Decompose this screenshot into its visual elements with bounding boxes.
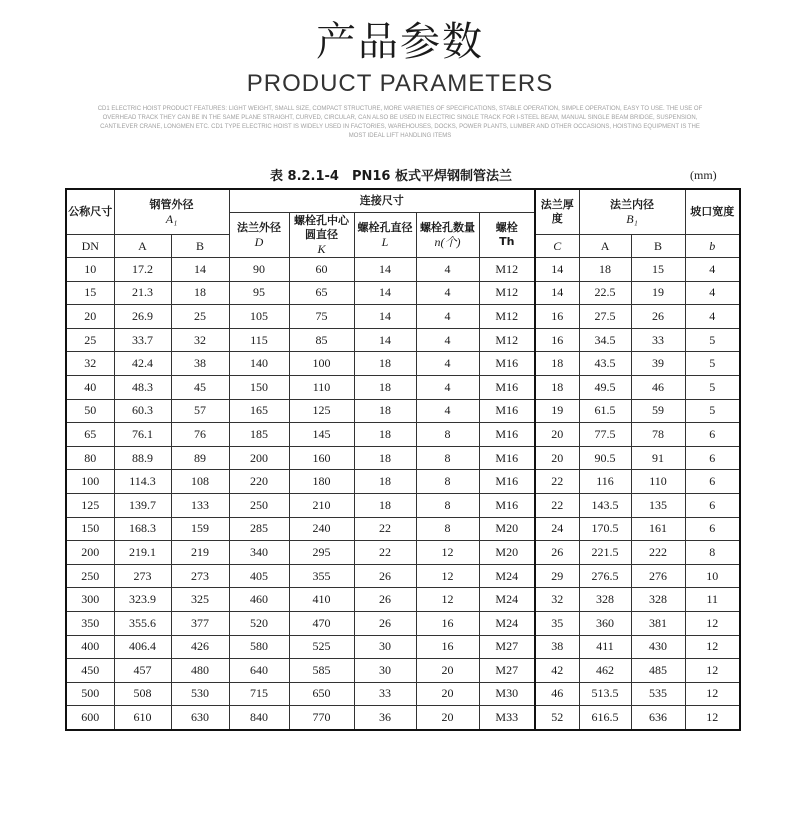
cell-thickness: 16 bbox=[535, 305, 579, 329]
cell-id-a: 360 bbox=[579, 611, 631, 635]
cell-id-b: 381 bbox=[631, 611, 685, 635]
cell-dn: 300 bbox=[66, 588, 114, 612]
cell-thickness: 16 bbox=[535, 328, 579, 352]
cell-id-b: 46 bbox=[631, 375, 685, 399]
header-bolt: 螺栓 Th bbox=[479, 213, 535, 258]
cell-bolt-count: 4 bbox=[416, 399, 479, 423]
cell-pipe-b: 89 bbox=[171, 446, 229, 470]
cell-bolt: M16 bbox=[479, 375, 535, 399]
cell-bevel: 5 bbox=[685, 399, 740, 423]
table-row bbox=[66, 258, 740, 282]
cell-flange-od: 90 bbox=[229, 258, 289, 282]
cell-bolt-circle: 295 bbox=[289, 541, 354, 565]
cell-pipe-a: 21.3 bbox=[114, 281, 171, 305]
table-row bbox=[66, 328, 740, 352]
cell-bolt-circle: 355 bbox=[289, 564, 354, 588]
cell-id-b: 535 bbox=[631, 682, 685, 706]
cell-thickness: 24 bbox=[535, 517, 579, 541]
cell-bolt-circle: 525 bbox=[289, 635, 354, 659]
cell-flange-od: 715 bbox=[229, 682, 289, 706]
cell-bolt-hole: 14 bbox=[354, 305, 416, 329]
cell-pipe-a: 457 bbox=[114, 659, 171, 683]
cell-pipe-b: 630 bbox=[171, 706, 229, 730]
cell-pipe-b: 133 bbox=[171, 493, 229, 517]
cell-id-b: 39 bbox=[631, 352, 685, 376]
cell-bolt-circle: 125 bbox=[289, 399, 354, 423]
cell-dn: 40 bbox=[66, 375, 114, 399]
header-id-a: A bbox=[579, 235, 631, 258]
cell-bolt-count: 12 bbox=[416, 564, 479, 588]
cell-dn: 350 bbox=[66, 611, 114, 635]
cell-bolt-hole: 14 bbox=[354, 258, 416, 282]
cell-id-b: 15 bbox=[631, 258, 685, 282]
cell-flange-od: 220 bbox=[229, 470, 289, 494]
cell-id-a: 328 bbox=[579, 588, 631, 612]
cell-bevel: 12 bbox=[685, 682, 740, 706]
cell-bolt: M16 bbox=[479, 470, 535, 494]
cell-bolt-hole: 14 bbox=[354, 281, 416, 305]
cell-flange-od: 285 bbox=[229, 517, 289, 541]
cell-id-a: 61.5 bbox=[579, 399, 631, 423]
cell-thickness: 32 bbox=[535, 588, 579, 612]
cell-flange-od: 185 bbox=[229, 423, 289, 447]
cell-bolt-count: 4 bbox=[416, 352, 479, 376]
cell-dn: 100 bbox=[66, 470, 114, 494]
cell-pipe-b: 377 bbox=[171, 611, 229, 635]
cell-id-a: 27.5 bbox=[579, 305, 631, 329]
cell-pipe-a: 60.3 bbox=[114, 399, 171, 423]
cell-bolt-circle: 85 bbox=[289, 328, 354, 352]
cell-bolt-count: 4 bbox=[416, 258, 479, 282]
cell-bolt-circle: 110 bbox=[289, 375, 354, 399]
cell-bolt: M24 bbox=[479, 564, 535, 588]
cell-bolt-count: 8 bbox=[416, 423, 479, 447]
cell-id-a: 221.5 bbox=[579, 541, 631, 565]
cell-thickness: 18 bbox=[535, 352, 579, 376]
table-row bbox=[66, 659, 740, 683]
cell-pipe-b: 14 bbox=[171, 258, 229, 282]
cell-bolt-circle: 65 bbox=[289, 281, 354, 305]
table-row bbox=[66, 564, 740, 588]
table-row bbox=[66, 375, 740, 399]
cell-bolt-hole: 18 bbox=[354, 399, 416, 423]
cell-id-b: 135 bbox=[631, 493, 685, 517]
cell-bolt-circle: 75 bbox=[289, 305, 354, 329]
cell-pipe-a: 76.1 bbox=[114, 423, 171, 447]
cell-thickness: 29 bbox=[535, 564, 579, 588]
cell-bolt: M20 bbox=[479, 541, 535, 565]
cell-bolt: M16 bbox=[479, 352, 535, 376]
cell-pipe-a: 273 bbox=[114, 564, 171, 588]
cell-bolt: M30 bbox=[479, 682, 535, 706]
cell-dn: 15 bbox=[66, 281, 114, 305]
page-title: 产品参数 bbox=[316, 19, 484, 65]
table-row bbox=[66, 541, 740, 565]
cell-flange-od: 520 bbox=[229, 611, 289, 635]
cell-id-b: 276 bbox=[631, 564, 685, 588]
cell-bolt-hole: 18 bbox=[354, 375, 416, 399]
header-flange-id: 法兰内径 B₁ bbox=[579, 189, 685, 235]
cell-bolt: M16 bbox=[479, 493, 535, 517]
cell-pipe-b: 480 bbox=[171, 659, 229, 683]
cell-bolt-count: 4 bbox=[416, 281, 479, 305]
cell-bevel: 11 bbox=[685, 588, 740, 612]
cell-bolt-count: 8 bbox=[416, 493, 479, 517]
cell-bolt: M12 bbox=[479, 258, 535, 282]
cell-dn: 125 bbox=[66, 493, 114, 517]
cell-id-a: 411 bbox=[579, 635, 631, 659]
cell-bolt-circle: 470 bbox=[289, 611, 354, 635]
table-row bbox=[66, 281, 740, 305]
cell-bevel: 6 bbox=[685, 446, 740, 470]
cell-thickness: 20 bbox=[535, 446, 579, 470]
table-row bbox=[66, 493, 740, 517]
cell-flange-od: 95 bbox=[229, 281, 289, 305]
cell-pipe-a: 48.3 bbox=[114, 375, 171, 399]
cell-flange-od: 200 bbox=[229, 446, 289, 470]
cell-id-b: 78 bbox=[631, 423, 685, 447]
header-pipe-od: 钢管外径 A₁ bbox=[114, 189, 229, 235]
cell-pipe-a: 88.9 bbox=[114, 446, 171, 470]
table-row bbox=[66, 588, 740, 612]
cell-thickness: 20 bbox=[535, 423, 579, 447]
cell-id-a: 43.5 bbox=[579, 352, 631, 376]
cell-bolt-hole: 36 bbox=[354, 706, 416, 730]
cell-bolt: M16 bbox=[479, 399, 535, 423]
cell-bolt-circle: 210 bbox=[289, 493, 354, 517]
cell-pipe-b: 25 bbox=[171, 305, 229, 329]
cell-pipe-a: 610 bbox=[114, 706, 171, 730]
cell-bolt: M12 bbox=[479, 328, 535, 352]
cell-thickness: 14 bbox=[535, 258, 579, 282]
cell-pipe-a: 323.9 bbox=[114, 588, 171, 612]
cell-thickness: 22 bbox=[535, 493, 579, 517]
cell-pipe-a: 114.3 bbox=[114, 470, 171, 494]
cell-dn: 20 bbox=[66, 305, 114, 329]
cell-bolt-count: 16 bbox=[416, 611, 479, 635]
cell-bolt-count: 16 bbox=[416, 635, 479, 659]
cell-pipe-b: 159 bbox=[171, 517, 229, 541]
cell-dn: 200 bbox=[66, 541, 114, 565]
header-nominal-size: 公称尺寸 bbox=[66, 189, 114, 235]
cell-id-a: 170.5 bbox=[579, 517, 631, 541]
cell-flange-od: 640 bbox=[229, 659, 289, 683]
cell-id-a: 22.5 bbox=[579, 281, 631, 305]
cell-bolt: M16 bbox=[479, 446, 535, 470]
cell-bolt: M27 bbox=[479, 659, 535, 683]
page-subtitle: PRODUCT PARAMETERS bbox=[246, 70, 554, 97]
cell-bolt-hole: 18 bbox=[354, 423, 416, 447]
cell-id-b: 636 bbox=[631, 706, 685, 730]
cell-bolt: M12 bbox=[479, 305, 535, 329]
cell-id-b: 430 bbox=[631, 635, 685, 659]
header-bevel-symbol: b bbox=[685, 235, 740, 258]
table-row bbox=[66, 423, 740, 447]
table-row bbox=[66, 470, 740, 494]
cell-dn: 32 bbox=[66, 352, 114, 376]
cell-pipe-a: 355.6 bbox=[114, 611, 171, 635]
cell-bolt-hole: 14 bbox=[354, 328, 416, 352]
cell-dn: 10 bbox=[66, 258, 114, 282]
cell-thickness: 35 bbox=[535, 611, 579, 635]
cell-bolt-hole: 18 bbox=[354, 352, 416, 376]
cell-bolt: M24 bbox=[479, 611, 535, 635]
cell-flange-od: 165 bbox=[229, 399, 289, 423]
cell-id-a: 49.5 bbox=[579, 375, 631, 399]
cell-bolt-hole: 22 bbox=[354, 517, 416, 541]
cell-id-a: 116 bbox=[579, 470, 631, 494]
cell-dn: 450 bbox=[66, 659, 114, 683]
cell-id-b: 328 bbox=[631, 588, 685, 612]
cell-id-a: 513.5 bbox=[579, 682, 631, 706]
cell-bevel: 12 bbox=[685, 611, 740, 635]
cell-pipe-a: 42.4 bbox=[114, 352, 171, 376]
table-row bbox=[66, 517, 740, 541]
cell-dn: 80 bbox=[66, 446, 114, 470]
table-row bbox=[66, 352, 740, 376]
cell-flange-od: 250 bbox=[229, 493, 289, 517]
cell-pipe-b: 325 bbox=[171, 588, 229, 612]
cell-pipe-a: 33.7 bbox=[114, 328, 171, 352]
cell-pipe-b: 426 bbox=[171, 635, 229, 659]
cell-dn: 25 bbox=[66, 328, 114, 352]
cell-pipe-b: 32 bbox=[171, 328, 229, 352]
cell-bevel: 5 bbox=[685, 375, 740, 399]
cell-bolt-hole: 22 bbox=[354, 541, 416, 565]
cell-flange-od: 140 bbox=[229, 352, 289, 376]
cell-pipe-b: 38 bbox=[171, 352, 229, 376]
cell-id-b: 110 bbox=[631, 470, 685, 494]
cell-pipe-b: 18 bbox=[171, 281, 229, 305]
cell-bolt-count: 4 bbox=[416, 328, 479, 352]
table-row bbox=[66, 682, 740, 706]
table-row bbox=[66, 611, 740, 635]
cell-bolt-hole: 18 bbox=[354, 470, 416, 494]
cell-flange-od: 580 bbox=[229, 635, 289, 659]
cell-id-a: 462 bbox=[579, 659, 631, 683]
header-id-b: B bbox=[631, 235, 685, 258]
cell-bolt-circle: 410 bbox=[289, 588, 354, 612]
cell-bolt-circle: 585 bbox=[289, 659, 354, 683]
product-description: CD1 ELECTRIC HOIST PRODUCT FEATURES: LIGHT WEIGHT, SMALL SIZE, COMPACT STRUCTURE, MORE VARIETIES OF SPECIFICATIONS, STABLE OPERATION, SIMPLE OPERATION, EASY TO USE. THE USE OF OVERHEAD TRACK THEY CAN BE IN THE SAME PLANE STRAIGHT, CURVED, CIRCULAR, CAN ALSO BE USED IN ELECTRIC SINGLE TRACK FOR I-STEEL BEAM, MANUAL SINGLE BEAM BRIDGE, SUSPENSION, CANTILEVER CRANE, LONGMEN ETC. CD1 TYPE ELECTRIC HOIST IS WIDELY USED IN FACTORIES, WAREHOUSES, DOCKS, POWER PLANTS, LUMBER AND OTHER OCCASIONS, HOISTING EQUIPMENT IS THE MOST IDEAL LIFT HANDLING ITEMS bbox=[97, 106, 703, 139]
table-row bbox=[66, 305, 740, 329]
cell-bolt-count: 12 bbox=[416, 541, 479, 565]
cell-thickness: 42 bbox=[535, 659, 579, 683]
cell-pipe-b: 45 bbox=[171, 375, 229, 399]
cell-pipe-a: 168.3 bbox=[114, 517, 171, 541]
cell-bolt-hole: 30 bbox=[354, 635, 416, 659]
cell-id-a: 34.5 bbox=[579, 328, 631, 352]
cell-pipe-a: 139.7 bbox=[114, 493, 171, 517]
table-row bbox=[66, 635, 740, 659]
flange-table bbox=[65, 188, 741, 731]
cell-bolt: M24 bbox=[479, 588, 535, 612]
cell-id-b: 91 bbox=[631, 446, 685, 470]
header-bolt-count: 螺栓孔数量 n(个) bbox=[416, 213, 479, 258]
cell-dn: 250 bbox=[66, 564, 114, 588]
cell-bolt-count: 20 bbox=[416, 659, 479, 683]
cell-dn: 150 bbox=[66, 517, 114, 541]
cell-pipe-b: 57 bbox=[171, 399, 229, 423]
cell-bolt-count: 8 bbox=[416, 446, 479, 470]
cell-bolt-circle: 100 bbox=[289, 352, 354, 376]
table-caption: 表 8.2.1-4 PN16 板式平焊钢制管法兰 bbox=[270, 169, 513, 184]
cell-pipe-b: 530 bbox=[171, 682, 229, 706]
cell-pipe-b: 76 bbox=[171, 423, 229, 447]
cell-flange-od: 405 bbox=[229, 564, 289, 588]
cell-pipe-a: 406.4 bbox=[114, 635, 171, 659]
cell-id-a: 143.5 bbox=[579, 493, 631, 517]
cell-dn: 65 bbox=[66, 423, 114, 447]
flange-table-body bbox=[66, 258, 740, 730]
cell-bolt-hole: 26 bbox=[354, 564, 416, 588]
cell-bolt-count: 4 bbox=[416, 305, 479, 329]
cell-bolt: M16 bbox=[479, 423, 535, 447]
cell-bolt: M20 bbox=[479, 517, 535, 541]
cell-id-b: 59 bbox=[631, 399, 685, 423]
cell-thickness: 19 bbox=[535, 399, 579, 423]
cell-bolt-hole: 26 bbox=[354, 611, 416, 635]
cell-bolt-hole: 18 bbox=[354, 446, 416, 470]
header-b: B bbox=[171, 235, 229, 258]
cell-flange-od: 340 bbox=[229, 541, 289, 565]
cell-pipe-b: 108 bbox=[171, 470, 229, 494]
cell-id-b: 161 bbox=[631, 517, 685, 541]
cell-flange-od: 150 bbox=[229, 375, 289, 399]
cell-flange-od: 115 bbox=[229, 328, 289, 352]
cell-bolt: M12 bbox=[479, 281, 535, 305]
cell-flange-od: 105 bbox=[229, 305, 289, 329]
cell-pipe-b: 219 bbox=[171, 541, 229, 565]
cell-bolt-count: 20 bbox=[416, 706, 479, 730]
cell-bevel: 4 bbox=[685, 281, 740, 305]
cell-bolt-hole: 30 bbox=[354, 659, 416, 683]
cell-dn: 600 bbox=[66, 706, 114, 730]
cell-bolt-circle: 145 bbox=[289, 423, 354, 447]
cell-bevel: 12 bbox=[685, 635, 740, 659]
cell-bolt: M27 bbox=[479, 635, 535, 659]
cell-bevel: 6 bbox=[685, 517, 740, 541]
cell-id-a: 616.5 bbox=[579, 706, 631, 730]
cell-bolt-count: 12 bbox=[416, 588, 479, 612]
cell-bolt-circle: 650 bbox=[289, 682, 354, 706]
cell-bevel: 12 bbox=[685, 706, 740, 730]
cell-thickness: 22 bbox=[535, 470, 579, 494]
header-bolt-circle: 螺栓孔中心圆直径 K bbox=[289, 213, 354, 258]
cell-thickness: 26 bbox=[535, 541, 579, 565]
cell-bevel: 8 bbox=[685, 541, 740, 565]
header-bevel-width: 坡口宽度 bbox=[685, 189, 740, 235]
cell-thickness: 14 bbox=[535, 281, 579, 305]
cell-bolt-circle: 180 bbox=[289, 470, 354, 494]
cell-flange-od: 460 bbox=[229, 588, 289, 612]
cell-id-b: 26 bbox=[631, 305, 685, 329]
cell-bolt-hole: 18 bbox=[354, 493, 416, 517]
header-connection: 连接尺寸 bbox=[229, 189, 535, 213]
cell-pipe-a: 508 bbox=[114, 682, 171, 706]
cell-dn: 50 bbox=[66, 399, 114, 423]
cell-bolt-hole: 33 bbox=[354, 682, 416, 706]
table-unit: (mm) bbox=[690, 168, 717, 182]
header-flange-thickness: 法兰厚度 bbox=[535, 189, 579, 235]
cell-bolt-circle: 240 bbox=[289, 517, 354, 541]
cell-dn: 500 bbox=[66, 682, 114, 706]
cell-bolt-hole: 26 bbox=[354, 588, 416, 612]
cell-id-b: 485 bbox=[631, 659, 685, 683]
cell-flange-od: 840 bbox=[229, 706, 289, 730]
cell-thickness: 46 bbox=[535, 682, 579, 706]
header-thickness-symbol: C bbox=[535, 235, 579, 258]
cell-id-a: 90.5 bbox=[579, 446, 631, 470]
cell-pipe-a: 219.1 bbox=[114, 541, 171, 565]
cell-id-a: 77.5 bbox=[579, 423, 631, 447]
cell-bevel: 4 bbox=[685, 258, 740, 282]
table-row bbox=[66, 399, 740, 423]
cell-bevel: 6 bbox=[685, 423, 740, 447]
cell-bolt-circle: 770 bbox=[289, 706, 354, 730]
cell-bevel: 12 bbox=[685, 659, 740, 683]
header-flange-od: 法兰外径 D bbox=[229, 213, 289, 258]
cell-bevel: 10 bbox=[685, 564, 740, 588]
cell-bolt-count: 20 bbox=[416, 682, 479, 706]
cell-bevel: 5 bbox=[685, 328, 740, 352]
cell-id-b: 33 bbox=[631, 328, 685, 352]
table-row bbox=[66, 446, 740, 470]
cell-bolt-count: 8 bbox=[416, 517, 479, 541]
header-dn: DN bbox=[66, 235, 114, 258]
cell-id-a: 18 bbox=[579, 258, 631, 282]
cell-bevel: 6 bbox=[685, 493, 740, 517]
table-row bbox=[66, 706, 740, 730]
cell-bolt-count: 4 bbox=[416, 375, 479, 399]
cell-pipe-a: 17.2 bbox=[114, 258, 171, 282]
cell-thickness: 52 bbox=[535, 706, 579, 730]
header-a: A bbox=[114, 235, 171, 258]
cell-bevel: 6 bbox=[685, 470, 740, 494]
cell-thickness: 38 bbox=[535, 635, 579, 659]
cell-id-b: 19 bbox=[631, 281, 685, 305]
header-bolt-hole: 螺栓孔直径 L bbox=[354, 213, 416, 258]
cell-bolt-circle: 60 bbox=[289, 258, 354, 282]
cell-pipe-b: 273 bbox=[171, 564, 229, 588]
cell-id-b: 222 bbox=[631, 541, 685, 565]
cell-pipe-a: 26.9 bbox=[114, 305, 171, 329]
cell-id-a: 276.5 bbox=[579, 564, 631, 588]
cell-bevel: 4 bbox=[685, 305, 740, 329]
cell-dn: 400 bbox=[66, 635, 114, 659]
cell-bolt-circle: 160 bbox=[289, 446, 354, 470]
cell-bolt-count: 8 bbox=[416, 470, 479, 494]
cell-bolt: M33 bbox=[479, 706, 535, 730]
cell-thickness: 18 bbox=[535, 375, 579, 399]
cell-bevel: 5 bbox=[685, 352, 740, 376]
